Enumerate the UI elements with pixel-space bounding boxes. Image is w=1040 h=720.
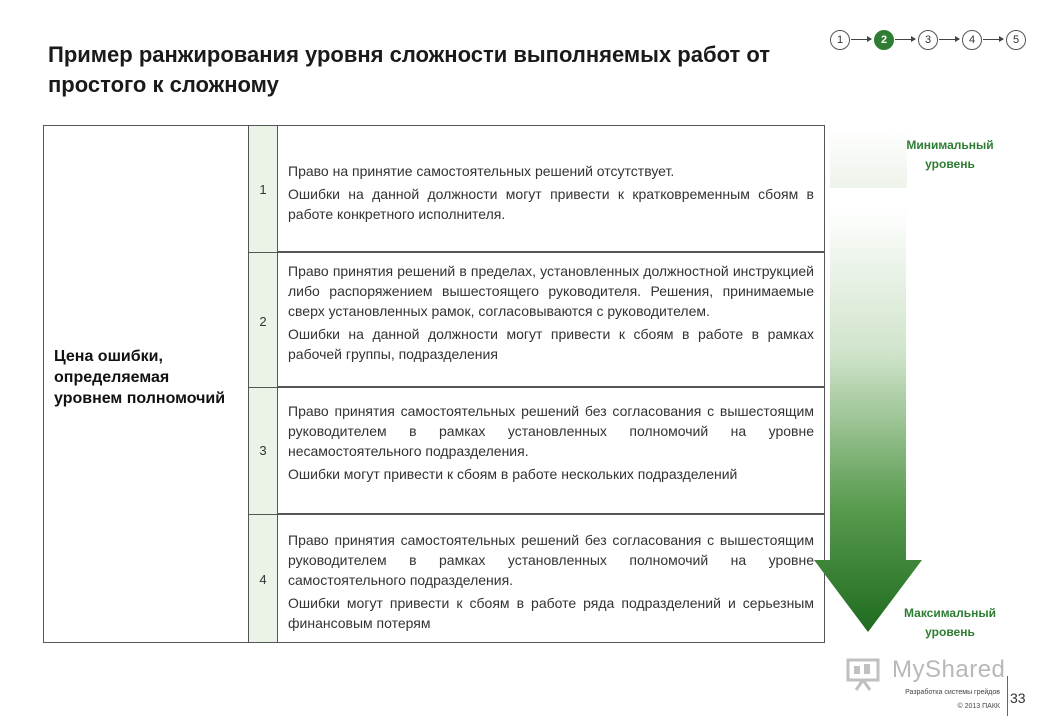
step-arrow-icon	[983, 39, 1003, 40]
divider	[248, 387, 278, 388]
step-3[interactable]: 3	[918, 30, 938, 50]
row-line: Право на принятие самостоятельных решений отсутствует.	[288, 163, 675, 179]
max-level-label: Максимальный уровень	[904, 606, 996, 639]
watermark-text: MyShared	[892, 656, 1006, 683]
step-4[interactable]: 4	[962, 30, 982, 50]
category-cell	[43, 125, 248, 643]
row-description	[288, 261, 814, 367]
level-number-column	[248, 125, 278, 643]
table-row	[278, 125, 825, 252]
row-line: Право принятия самостоятельных решений без согласования с вышестоящим руководителем в рамках установленных полномочий на уровне самостоятельного подразделения.	[288, 532, 814, 588]
step-arrow-icon	[851, 39, 871, 40]
row-description	[288, 161, 814, 227]
step-arrow-icon	[939, 39, 959, 40]
divider	[248, 252, 278, 253]
down-arrow-icon	[812, 200, 924, 640]
table-row	[278, 514, 825, 643]
step-1[interactable]: 1	[830, 30, 850, 50]
level-number: 4	[259, 572, 267, 587]
row-description	[288, 530, 814, 636]
level-number: 1	[259, 182, 267, 197]
footer-divider	[1007, 676, 1008, 716]
divider	[248, 514, 278, 515]
row-line: Ошибки на данной должности могут привести к кратковременным сбоям в работе конкретного исполнителя.	[288, 186, 814, 222]
step-5[interactable]: 5	[1006, 30, 1026, 50]
row-line: Ошибки могут привести к сбоям в работе ряда подразделений и серьезным финансовым потерям	[288, 595, 814, 631]
page-number: 33	[1010, 690, 1026, 706]
row-line: Ошибки на данной должности могут привести к сбоям в работе в рамках рабочей группы, подразделения	[288, 326, 814, 362]
table-row	[278, 387, 825, 514]
row-description	[288, 401, 814, 487]
row-line: Ошибки могут привести к сбоям в работе нескольких подразделений	[288, 466, 738, 482]
footer-copyright: © 2013 ПАКК	[957, 703, 1000, 710]
min-level-label: Минимальный уровень	[906, 138, 994, 171]
step-2-active[interactable]: 2	[874, 30, 894, 50]
row-line: Право принятия решений в пределах, установленных должностной инструкцией либо распоряжением вышестоящего руководителя. Решения, принимаемые сверх установленных рамок, согласовываются с руководителем.	[288, 263, 814, 319]
category-label: Цена ошибки, определяемая уровнем полномочий	[54, 348, 226, 407]
ranking-table	[43, 125, 825, 645]
step-navigator	[830, 28, 1030, 52]
level-number: 3	[259, 443, 267, 458]
step-arrow-icon	[895, 39, 915, 40]
page-title: Пример ранжирования уровня сложности выполняемых работ от простого к сложному	[48, 42, 771, 97]
row-line: Право принятия самостоятельных решений без согласования с вышестоящим руководителем в рамках установленных полномочий на уровне несамостоятельного подразделения.	[288, 403, 814, 459]
presentation-icon	[846, 656, 886, 692]
footer-caption: Разработка системы грейдов	[905, 689, 1000, 696]
level-number: 2	[259, 314, 267, 329]
table-row	[278, 252, 825, 387]
